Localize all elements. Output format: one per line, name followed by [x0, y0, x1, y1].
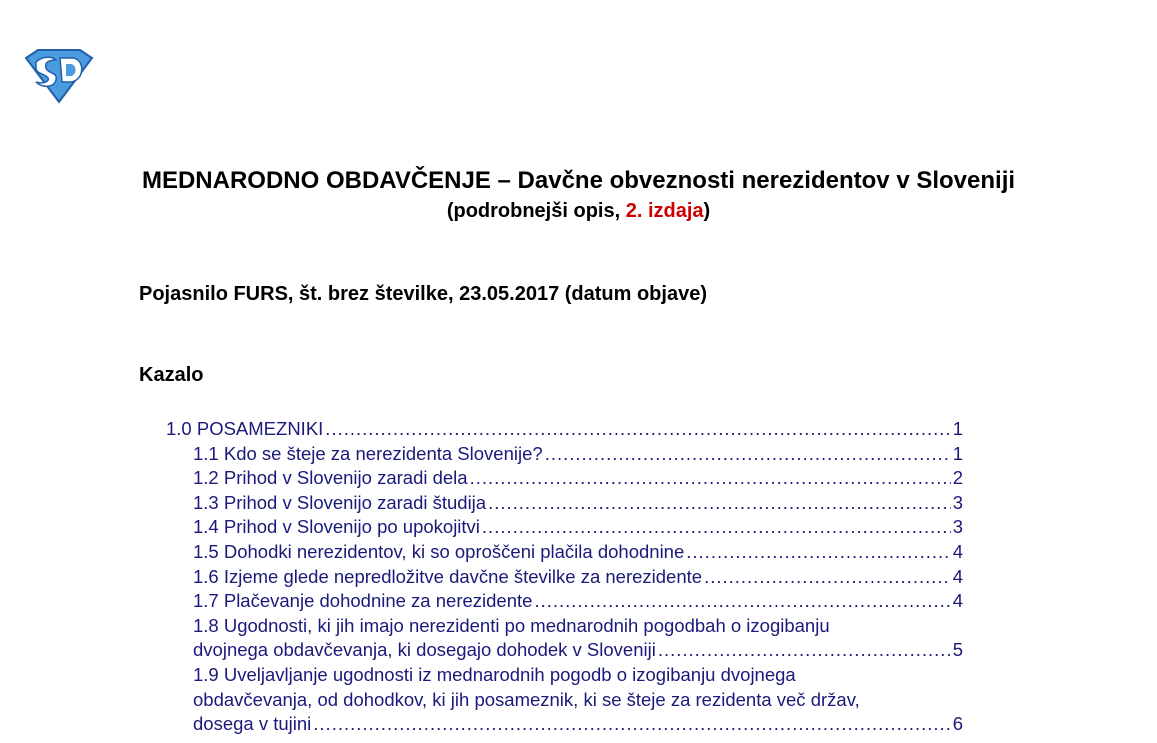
toc-page-number: 2: [952, 467, 963, 489]
toc-page-number: 3: [952, 516, 963, 538]
toc-entry[interactable]: 1.4 Prihod v Slovenijo po upokojitvi ..... 3: [193, 515, 963, 540]
toc-page-number: 1: [952, 418, 963, 439]
shield-logo-icon: [22, 48, 96, 104]
document-title: MEDNARODNO OBDAVČENJE – Davčne obveznosti nerezidentov v Sloveniji: [141, 167, 1016, 194]
title-block: [0, 166, 1157, 224]
toc-entry-line1[interactable]: 1.9 Uveljavljanje ugodnosti iz mednarodnih pogodb o izogibanju dvojnega: [193, 664, 796, 685]
document-subtitle: [0, 198, 1157, 224]
toc-page-number: 4: [952, 565, 963, 587]
subtitle-suffix: ): [703, 200, 711, 222]
toc-entry[interactable]: 1.6 Izjeme glede nepredložitve davčne številke za nerezidente ..... 4: [193, 565, 963, 590]
toc-page-number: 1: [952, 442, 963, 464]
toc-page-number: 3: [952, 491, 963, 513]
toc-entry-line1[interactable]: 1.8 Ugodnosti, ki jih imajo nerezidenti po mednarodnih pogodbah o izogibanju: [193, 614, 830, 636]
toc-entry[interactable]: 1.0 POSAMEZNIKI ..... 1: [166, 417, 963, 442]
document-reference: Pojasnilo FURS, št. brez številke, 23.05.2017 (datum objave): [139, 283, 707, 305]
toc-entry[interactable]: 1.3 Prihod v Slovenijo zaradi študija ..... 3: [193, 491, 963, 516]
toc-entry[interactable]: dosega v tujini ..... 6: [193, 712, 963, 737]
edition-label: 2. izdaja: [625, 200, 704, 222]
toc-entry-line2[interactable]: obdavčevanja, od dohodkov, ki jih posameznik, ki se šteje za rezidenta več držav,: [193, 688, 860, 710]
toc-entry[interactable]: 1.1 Kdo se šteje za nerezidenta Slovenije? ..... 1: [193, 442, 963, 467]
toc-page-number: 4: [952, 541, 963, 562]
toc-page-number: 6: [952, 713, 963, 735]
toc-entry[interactable]: 1.2 Prihod v Slovenijo zaradi dela ..... 2: [193, 466, 963, 491]
subtitle-prefix: (podrobnejši opis,: [446, 200, 626, 222]
toc-entry[interactable]: dvojnega obdavčevanja, ki dosegajo dohodek v Sloveniji ..... 5: [193, 638, 963, 663]
toc-page-number: 4: [952, 590, 963, 612]
toc-page-number: 5: [952, 639, 963, 661]
toc-entry[interactable]: 1.5 Dohodki nerezidentov, ki so oproščeni plačila dohodnine ..... 4: [193, 540, 963, 565]
toc-entry[interactable]: 1.7 Plačevanje dohodnine za nerezidente ..... 4: [193, 589, 963, 614]
toc-heading: Kazalo: [139, 364, 204, 386]
